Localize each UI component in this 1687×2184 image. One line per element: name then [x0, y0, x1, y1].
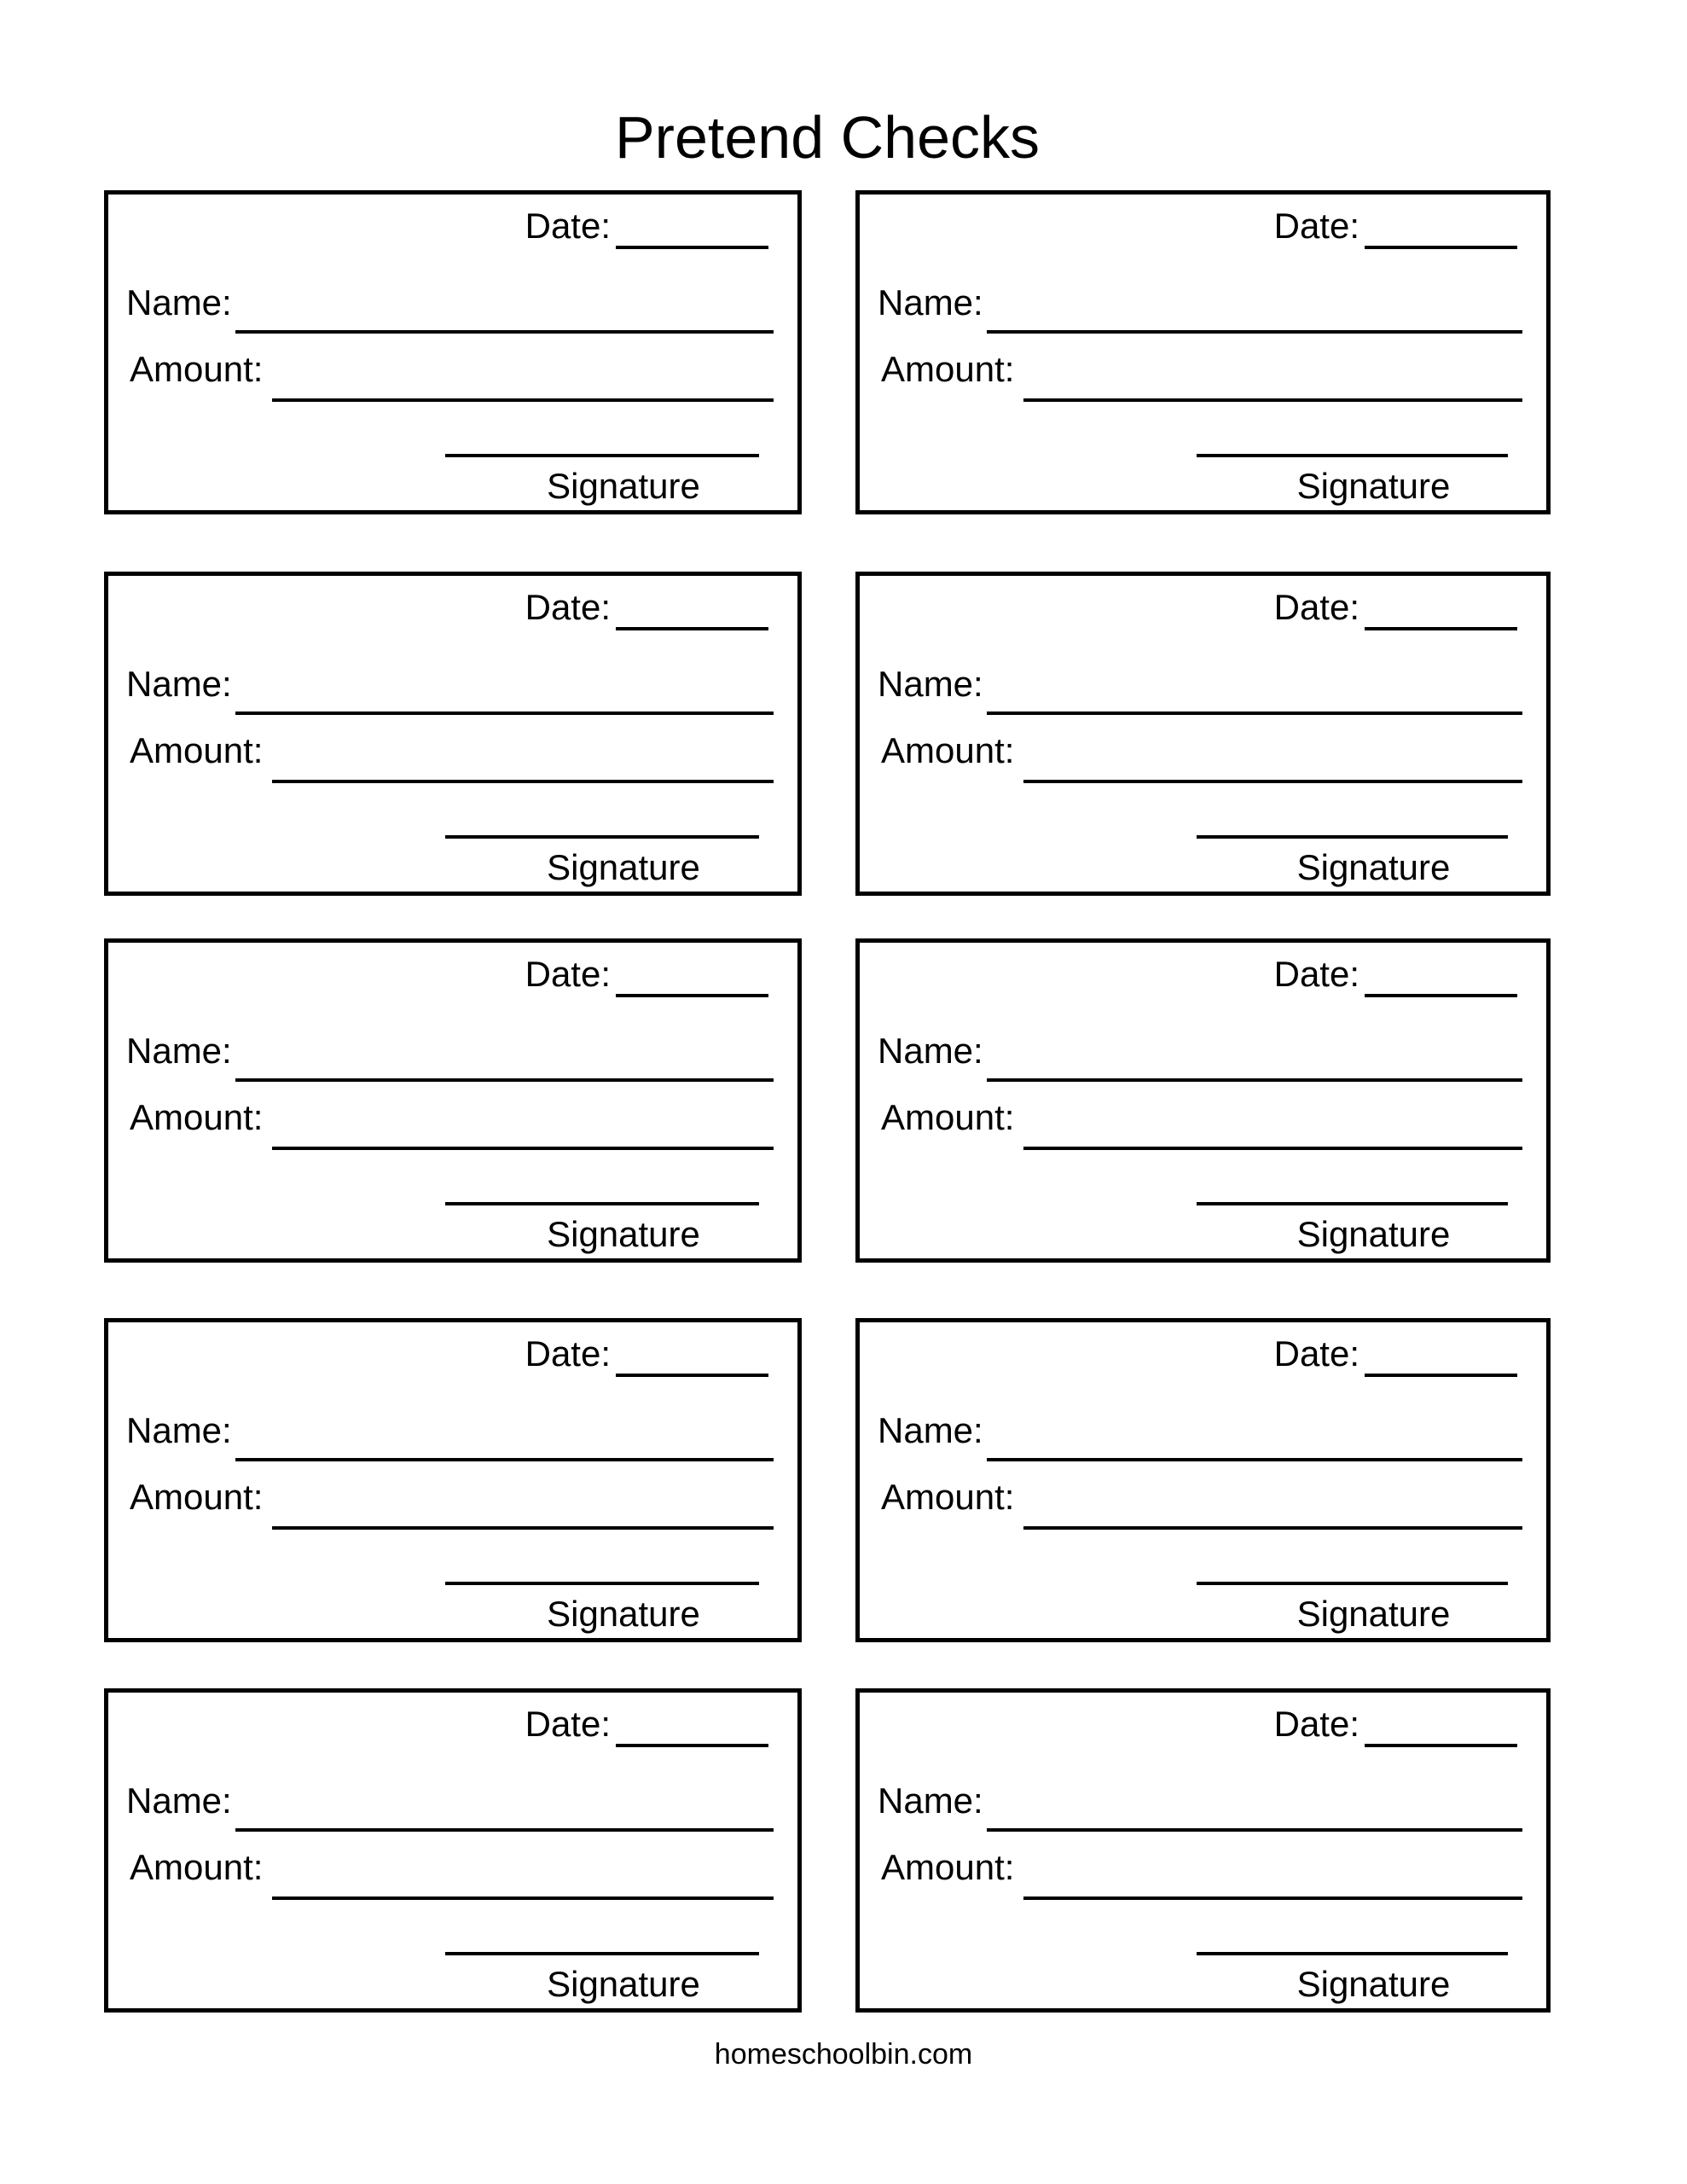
name-fill-line — [235, 712, 774, 715]
date-label: Date: — [1273, 954, 1359, 994]
signature-label: Signature — [547, 847, 700, 887]
name-label: Name: — [126, 1031, 232, 1071]
signature-fill-line — [445, 454, 759, 457]
amount-label: Amount: — [130, 1477, 264, 1517]
amount-fill-line — [272, 1147, 774, 1150]
amount-fill-line — [272, 1896, 774, 1900]
date-label: Date: — [525, 1333, 611, 1374]
amount-label: Amount: — [881, 1097, 1015, 1137]
date-label: Date: — [1273, 587, 1359, 627]
amount-fill-line — [1023, 780, 1522, 783]
amount-label: Amount: — [130, 1097, 264, 1137]
signature-label: Signature — [1296, 1214, 1451, 1254]
name-label: Name: — [878, 664, 983, 704]
signature-label: Signature — [1296, 1964, 1451, 2004]
signature-label: Signature — [547, 1964, 700, 2004]
date-label: Date: — [1273, 206, 1359, 246]
name-fill-line — [987, 1828, 1522, 1832]
signature-fill-line — [445, 1582, 759, 1585]
name-fill-line — [235, 330, 774, 334]
amount-fill-line — [1023, 398, 1522, 402]
amount-label: Amount: — [881, 1847, 1015, 1887]
date-label: Date: — [525, 587, 611, 627]
pretend-check — [855, 1318, 1551, 1642]
amount-label: Amount: — [881, 730, 1015, 770]
date-fill-line — [1365, 1744, 1517, 1747]
pretend-check — [104, 1688, 802, 2013]
page-title: Pretend Checks — [614, 104, 1041, 171]
signature-label: Signature — [1296, 847, 1451, 887]
date-label: Date: — [525, 954, 611, 994]
date-fill-line — [616, 246, 768, 249]
amount-label: Amount: — [130, 730, 264, 770]
amount-fill-line — [272, 780, 774, 783]
pretend-check — [104, 572, 802, 896]
name-fill-line — [987, 1458, 1522, 1461]
date-label: Date: — [525, 206, 611, 246]
pretend-check — [104, 938, 802, 1263]
date-fill-line — [1365, 1374, 1517, 1377]
amount-fill-line — [272, 398, 774, 402]
signature-fill-line — [1197, 1202, 1508, 1205]
name-label: Name: — [126, 282, 232, 322]
signature-label: Signature — [547, 466, 700, 506]
name-label: Name: — [126, 664, 232, 704]
signature-fill-line — [445, 835, 759, 839]
name-fill-line — [235, 1078, 774, 1082]
name-label: Name: — [126, 1410, 232, 1450]
name-label: Name: — [878, 282, 983, 322]
date-label: Date: — [1273, 1704, 1359, 1744]
pretend-check — [855, 190, 1551, 514]
signature-fill-line — [1197, 454, 1508, 457]
signature-label: Signature — [547, 1214, 700, 1254]
date-fill-line — [616, 1374, 768, 1377]
amount-label: Amount: — [130, 349, 264, 389]
date-fill-line — [1365, 994, 1517, 997]
amount-fill-line — [1023, 1526, 1522, 1530]
pretend-check — [855, 572, 1551, 896]
name-fill-line — [235, 1828, 774, 1832]
date-label: Date: — [525, 1704, 611, 1744]
name-fill-line — [235, 1458, 774, 1461]
pretend-check — [104, 190, 802, 514]
name-label: Name: — [126, 1780, 232, 1821]
signature-fill-line — [1197, 835, 1508, 839]
amount-fill-line — [1023, 1896, 1522, 1900]
amount-fill-line — [272, 1526, 774, 1530]
signature-label: Signature — [1296, 466, 1451, 506]
amount-label: Amount: — [881, 1477, 1015, 1517]
date-fill-line — [616, 994, 768, 997]
name-label: Name: — [878, 1780, 983, 1821]
name-label: Name: — [878, 1031, 983, 1071]
pretend-check — [855, 1688, 1551, 2013]
amount-fill-line — [1023, 1147, 1522, 1150]
name-fill-line — [987, 330, 1522, 334]
signature-label: Signature — [1296, 1594, 1451, 1634]
signature-fill-line — [445, 1952, 759, 1955]
date-label: Date: — [1273, 1333, 1359, 1374]
amount-label: Amount: — [130, 1847, 264, 1887]
pretend-check — [855, 938, 1551, 1263]
page-footer: homeschoolbin.com — [714, 2038, 973, 2071]
signature-label: Signature — [547, 1594, 700, 1634]
name-fill-line — [987, 1078, 1522, 1082]
signature-fill-line — [445, 1202, 759, 1205]
signature-fill-line — [1197, 1952, 1508, 1955]
name-fill-line — [987, 712, 1522, 715]
pretend-check — [104, 1318, 802, 1642]
date-fill-line — [1365, 627, 1517, 630]
name-label: Name: — [878, 1410, 983, 1450]
date-fill-line — [616, 1744, 768, 1747]
amount-label: Amount: — [881, 349, 1015, 389]
date-fill-line — [616, 627, 768, 630]
signature-fill-line — [1197, 1582, 1508, 1585]
date-fill-line — [1365, 246, 1517, 249]
